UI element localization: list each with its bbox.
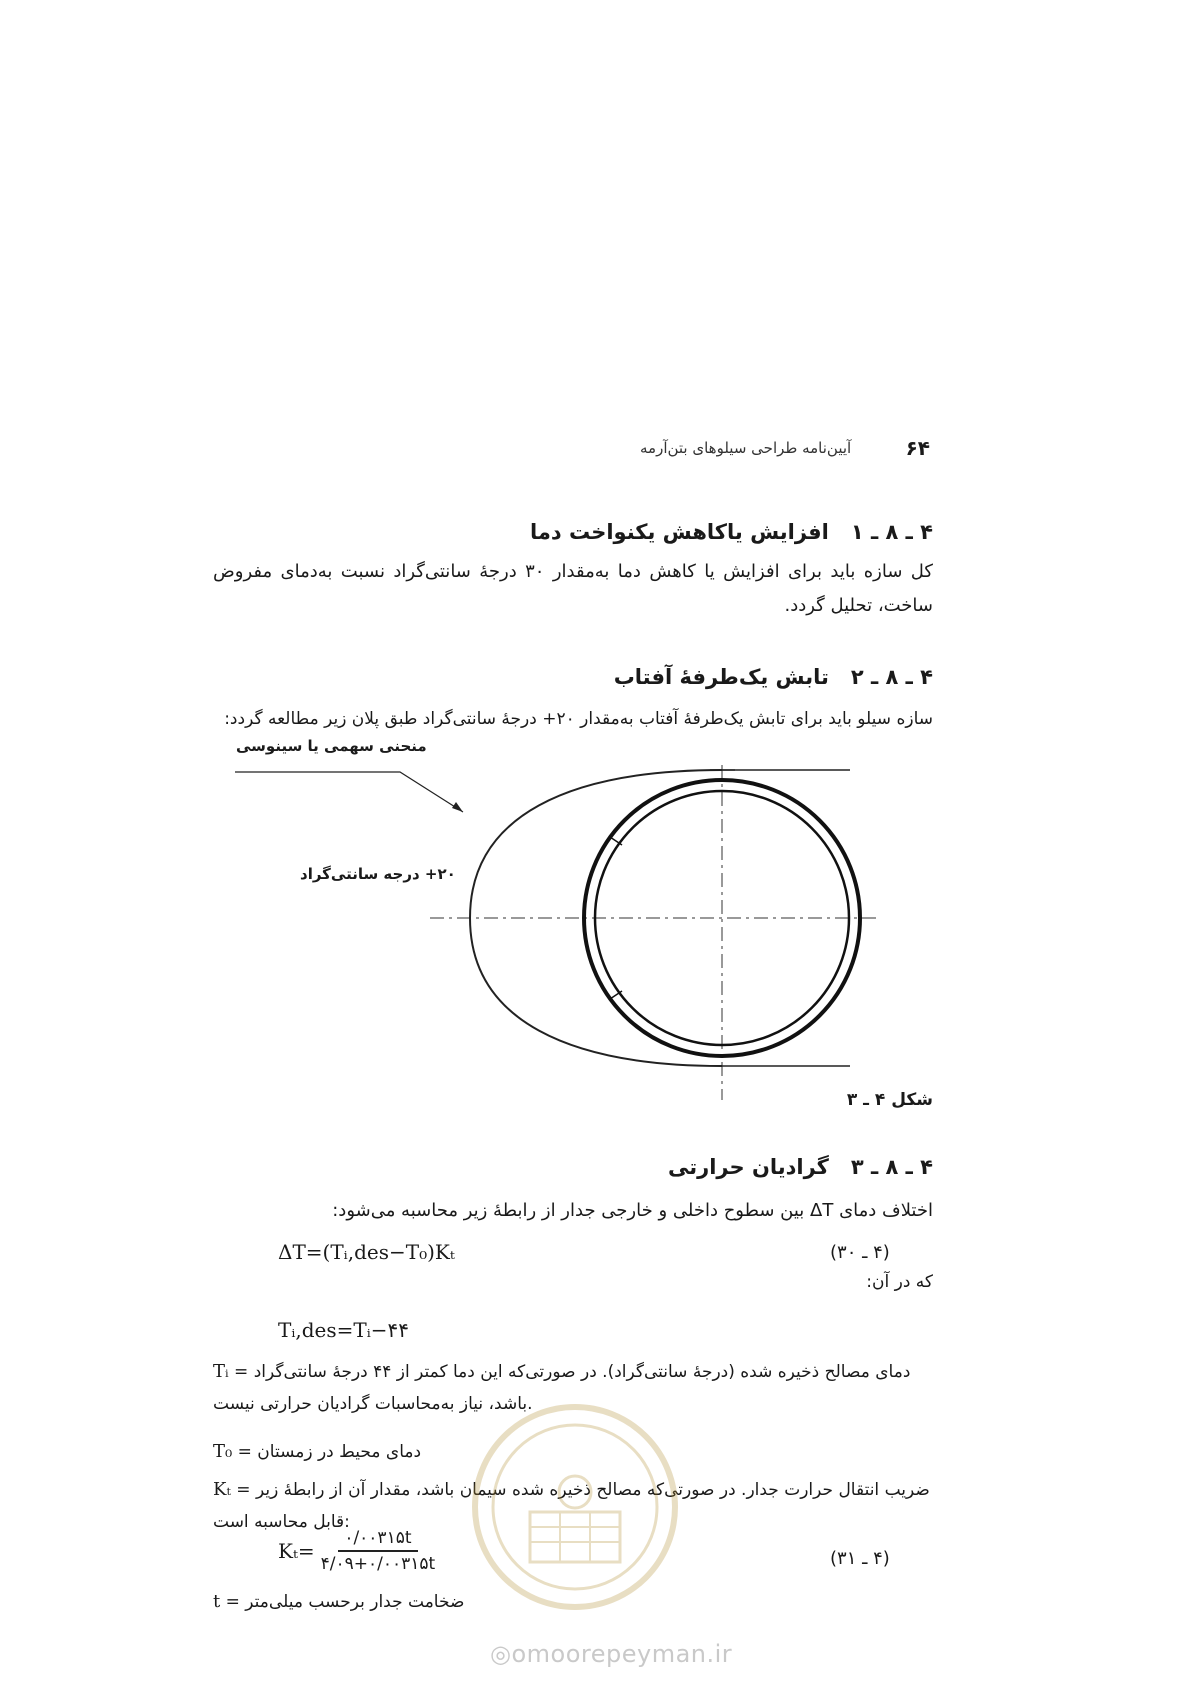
watermark-site — [490, 1640, 732, 1668]
running-header — [640, 432, 930, 464]
curve-label: منحنی سهمی یا سینوسی — [236, 737, 427, 755]
kt-symbol: Kₜ — [213, 1479, 231, 1500]
equation-31-lhs: Kₜ= — [278, 1539, 315, 1563]
tides-equation: Tᵢ,des=Tᵢ−۴۴ — [278, 1318, 409, 1342]
kt-definition: = ضریب انتقال حرارت جدار. در صورتی‌که مصالح ذخیره شده سیمان باشد، مقدار آن از رابطهٔ زیر قابل محاسبه است: — [213, 1480, 930, 1532]
section-3-number: ۴ ـ ۸ ـ ۳ — [850, 1155, 933, 1179]
curve-leader-arrow — [452, 802, 463, 812]
ti-symbol: Tᵢ — [213, 1361, 229, 1382]
section-1-title: افزایش یاکاهش یکنواخت دما — [529, 520, 829, 544]
where-label: که در آن: — [866, 1272, 933, 1292]
section-1-heading — [530, 520, 933, 544]
section-3-heading — [668, 1155, 933, 1179]
section-3-title: گرادیان حرارتی — [668, 1155, 829, 1179]
book-title: آیین‌نامه طراحی سیلوهای بتن‌آرمه — [640, 439, 852, 457]
t-definition: = ضخامت جدار برحسب میلی‌متر — [225, 1592, 465, 1612]
ti-definition: = دمای مصالح ذخیره شده (درجهٔ سانتی‌گراد). در صورتی‌که این دما کمتر از ۴۴ درجهٔ سانتی‌گراد باشد، نیاز به‌محاسبات گرادیان حرارتی نیست. — [213, 1362, 911, 1414]
equation-31-denominator: ۴/۰۹+۰/۰۰۳۱۵t — [320, 1554, 436, 1574]
t-symbol: t — [213, 1591, 221, 1612]
section-2-heading — [614, 665, 933, 689]
equation-31-number: (۴ ـ ۳۱) — [830, 1548, 890, 1569]
seal-emblem — [559, 1476, 591, 1508]
equation-30-number: (۴ ـ ۳۰) — [830, 1242, 890, 1263]
page-number: ۶۴ — [905, 436, 930, 460]
silo-plan-drawing — [230, 755, 950, 1100]
figure-silo-plan — [230, 737, 950, 1100]
section-2-title: تابش یک‌طرفهٔ آفتاب — [613, 665, 829, 689]
watermark-seal — [470, 1402, 680, 1612]
t0-symbol: T₀ — [213, 1441, 233, 1462]
equation-31-fraction — [315, 1528, 442, 1574]
section-1-number: ۴ ـ ۸ ـ ۱ — [850, 520, 933, 544]
equation-31-numerator: ۰/۰۰۳۱۵t — [338, 1528, 417, 1552]
equation-30: ΔT=(Tᵢ,des−T₀)Kₜ — [278, 1240, 455, 1264]
curve-leader-line — [235, 772, 463, 812]
figure-caption: شکل ۴ ـ ۳ — [846, 1090, 933, 1110]
watermark-site-text: omoorepeyman.ir — [511, 1640, 733, 1668]
equation-31 — [278, 1528, 441, 1574]
section-2-body: سازه سیلو باید برای تابش یک‌طرفهٔ آفتاب به‌مقدار ۲۰+ درجهٔ سانتی‌گراد طبق پلان زیر مطالعه گردد: — [224, 709, 933, 729]
watermark-icon: ◎ — [490, 1640, 512, 1668]
temperature-label: ۲۰+ درجه سانتی‌گراد — [300, 865, 456, 883]
seal-grid — [530, 1512, 620, 1562]
section-3-intro: اختلاف دمای ΔT بین سطوح داخلی و خارجی جدار از رابطهٔ زیر محاسبه می‌شود: — [332, 1200, 933, 1221]
t0-definition: = دمای محیط در زمستان — [237, 1442, 422, 1462]
section-2-number: ۴ ـ ۸ ـ ۲ — [850, 665, 933, 689]
section-1-body: کل سازه باید برای افزایش یا کاهش دما به‌مقدار ۳۰ درجهٔ سانتی‌گراد نسبت به‌دمای مفروض ساخت، تحلیل گردد. — [213, 561, 933, 616]
